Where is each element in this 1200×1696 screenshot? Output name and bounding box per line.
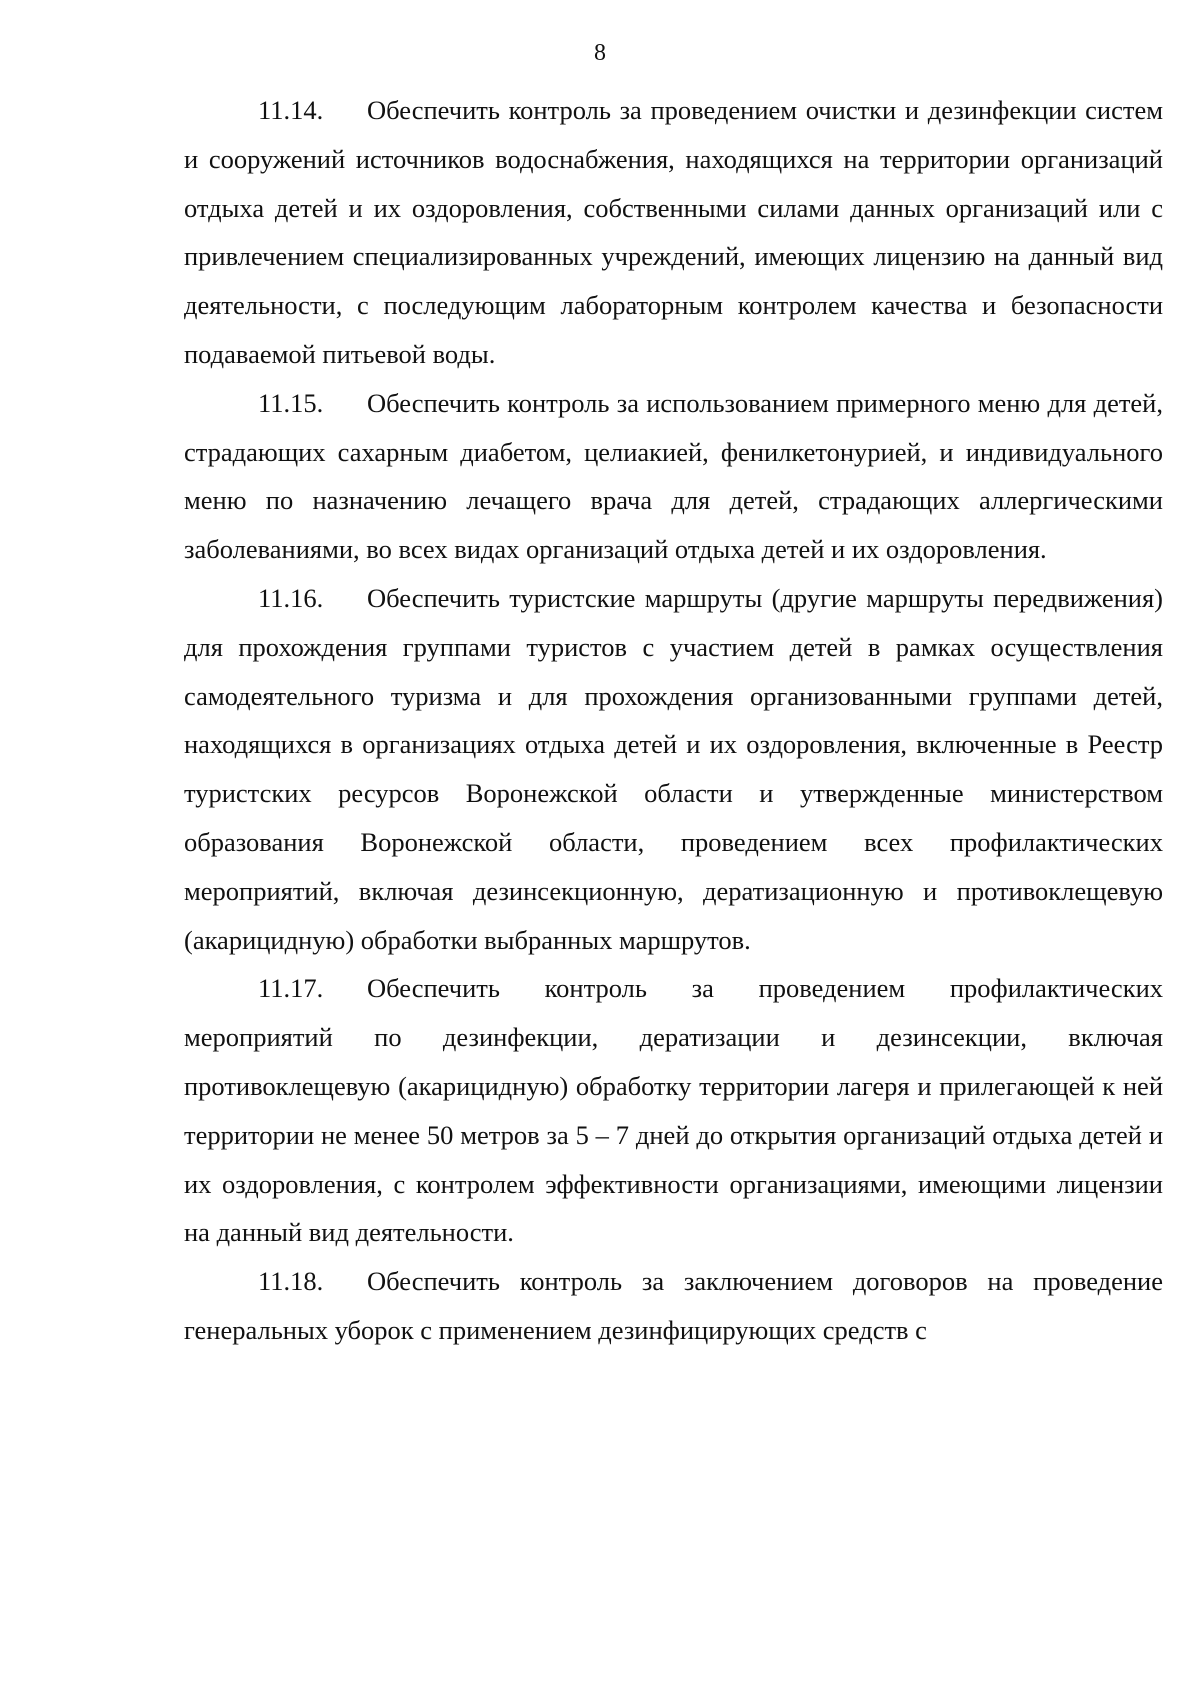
paragraph-11-15 <box>184 379 1163 574</box>
paragraph-number: 11.14. <box>258 95 324 125</box>
paragraph-11-17 <box>184 964 1163 1257</box>
paragraph-11-16 <box>184 574 1163 964</box>
paragraph-11-18 <box>184 1257 1163 1355</box>
paragraph-text: Обеспечить контроль за проведением очистки и дезинфекции систем и сооружений источников водоснабжения, находящихся на территории организаций отдыха детей и их оздоровления, собственными силами данных организаций или с привлечением специализированных учреждений, имеющих лицензию на данный вид деятельности, с последующим лабораторным контролем качества и безопасности подаваемой питьевой воды. <box>184 95 1163 369</box>
paragraph-text: Обеспечить туристские маршруты (другие маршруты передвижения) для прохождения группами туристов с участием детей в рамках осуществления самодеятельного туризма и для прохождения организованными группами детей, находящихся в организациях отдыха детей и их оздоровления, включенные в Реестр туристских ресурсов Воронежской области и утвержденные министерством образования Воронежской области, проведением всех профилактических мероприятий, включая дезинсекционную, дератизационную и противоклещевую (акарицидную) обработки выбранных маршрутов. <box>184 582 1163 955</box>
document-body <box>184 86 1163 1355</box>
paragraph-11-14 <box>184 86 1163 379</box>
paragraph-number: 11.18. <box>258 1266 324 1297</box>
paragraph-text: Обеспечить контроль за проведением профилактических мероприятий по дезинфекции, дератизации и дезинсекции, включая противоклещевую (акарицидную) обработку территории лагеря и прилегающей к ней территории не менее 50 метров за 5 – 7 дней до открытия организаций отдыха детей и их оздоровления, с контролем эффективности организациями, имеющими лицензии на данный вид деятельности. <box>184 973 1163 1248</box>
paragraph-number: 11.17. <box>258 973 324 1004</box>
paragraph-number: 11.15. <box>258 387 324 418</box>
page-number: 8 <box>594 40 606 66</box>
paragraph-text: Обеспечить контроль за заключением договоров на проведение генеральных уборок с применением дезинфицирующих средств с <box>184 1266 1163 1345</box>
paragraph-number: 11.16. <box>258 582 324 613</box>
paragraph-text: Обеспечить контроль за использованием примерного меню для детей, страдающих сахарным диабетом, целиакией, фенилкетонурией, и индивидуального меню по назначению лечащего врача для детей, страдающих аллергическими заболеваниями, во всех видах организаций отдыха детей и их оздоровления. <box>184 387 1163 565</box>
